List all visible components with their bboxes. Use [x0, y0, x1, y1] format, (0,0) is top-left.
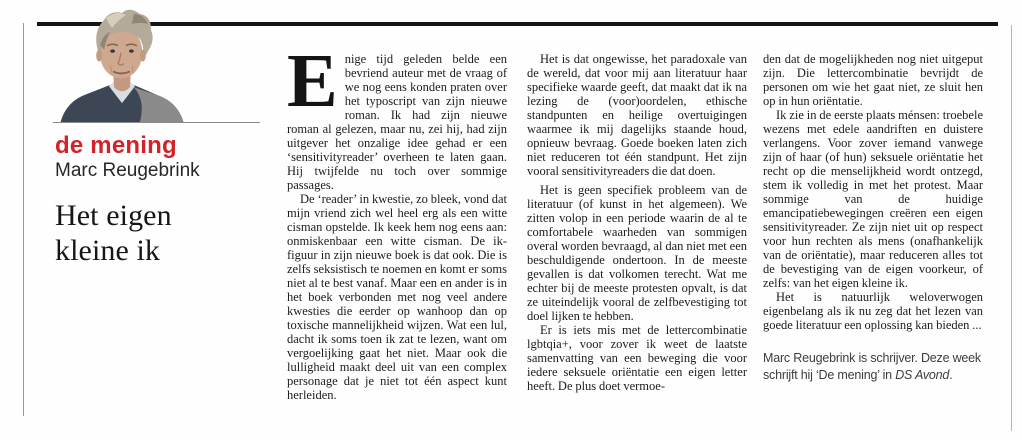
paragraph: Er is iets mis met de lettercombinatie lgbtqia+, voor zover ik weet de laatste samenvatting van een beweging die voor iedere seksuele oriëntatie een eigen letter heeft. De plus doet vermoe-	[527, 323, 747, 393]
article-headline: Het eigen kleine ik	[55, 199, 172, 267]
author-name: Marc Reugebrink	[55, 160, 200, 181]
paragraph-continuation: den dat de mogelijkheden nog niet uitgeput zijn. Die lettercombinatie bevrijdt de personen om wie het gaat niet, ze sluit hen op in hun oriëntatie.	[763, 52, 983, 108]
article-column-2	[527, 52, 747, 393]
byline	[763, 350, 1001, 384]
paragraph: Het is natuurlijk weloverwogen eigenbelang als ik nu zeg dat het lezen van goede literatuur een oplossing kan bieden ...	[763, 290, 983, 332]
eye	[110, 49, 115, 52]
author-photo	[54, 8, 190, 122]
right-column-rule	[1011, 25, 1012, 431]
article-column-3	[763, 52, 983, 384]
photo-divider	[53, 122, 260, 123]
byline-journal-name: DS Avond	[895, 368, 950, 382]
section-kicker: de mening	[55, 132, 177, 159]
paragraph: Het is geen specifiek probleem van de literatuur (of kunst in het algemeen). We zitten volop in een periode waarin de al te comfortabele waarheden van sommigen overal worden bevraagd, al dan niet met een beschuldigende ondertoon. In de meeste gevallen is dat volkomen terecht. Wat me echter bij de meeste protesten opvalt, is dat ze uiteindelijk vooral de zelfbevestiging tot doel lijken te hebben.	[527, 183, 747, 323]
paragraph: Het is dat ongewisse, het paradoxale van de wereld, dat voor mij aan literatuur haar specifieke waarde geeft, dat maakt dat ik na lezing de (voor)oordelen, ethische standpunten en heilige overtuigingen waarmee ik mij dagelijks staande houd, opnieuw bevraag. Goede boeken laten zich niet reduceren tot één standpunt. Het zijn vooral sensitivityreaders die dat doen.	[527, 52, 747, 178]
byline-period: .	[949, 368, 953, 382]
article-column-1	[287, 39, 507, 402]
byline-text: Marc Reugebrink is schrijver. Deze week schrijft hij ‘De mening’ in	[763, 351, 981, 382]
paragraph: De ‘reader’ in kwestie, zo bleek, vond dat mijn vriend zich wel heel erg als een witte cisman opstelde. Ik keek hem nog eens aan: onmiskenbaar een witte cisman. De ik-figuur in zijn nieuwe boek is dat ook. Die is zelfs seksistisch te noemen en komt er soms niet al te best vanaf. Maar een en ander is in het boek verbonden met nog veel andere kwesties die eerder op wanhoop dan op toxische mannelijkheid wijzen. Wat een lul, dacht ik soms toen ik zat te lezen, want om vergoelijking gaat het niet. Maar ook die lulligheid maakt deel uit van een complex personage dat je niet tot één aspect kunt herleiden.	[287, 192, 507, 402]
eye	[129, 49, 134, 52]
paragraph-text: nige tijd geleden belde een bevriend auteur met de vraag of we nog eens konden praten over het typoscript van zijn nieuwe roman. Ik had zijn nieuwe roman al gelezen, maar nu, zei hij, had zijn uitgever het onzalige idee gehad er een ‘sensitivityreader’ overheen te laten gaan. Hij twijfelde nu toch over sommige passages.	[287, 52, 507, 192]
left-column-rule	[23, 23, 24, 416]
drop-cap: E	[287, 39, 338, 123]
paragraph: Ik zie in de eerste plaats ménsen: troebele wezens met edele aandriften en duistere verlangens. Voor zover iemand vanwege zijn of haar (of hun) seksuele oriëntatie het recht op die menselijkheid wordt ontzegd, stem ik volledig in met het protest. Maar sommige van de huidige emancipatiebewegingen creëren een eigen sensitivityreader. Ze zijn niet uit op respect voor hun rechten als mens (onafhankelijk van de oriëntatie), maar reduceren alles tot de bevestiging van de eigen voorkeur, of zelfs: van het eigen kleine ik.	[763, 108, 983, 290]
paragraph-opening	[287, 39, 507, 192]
